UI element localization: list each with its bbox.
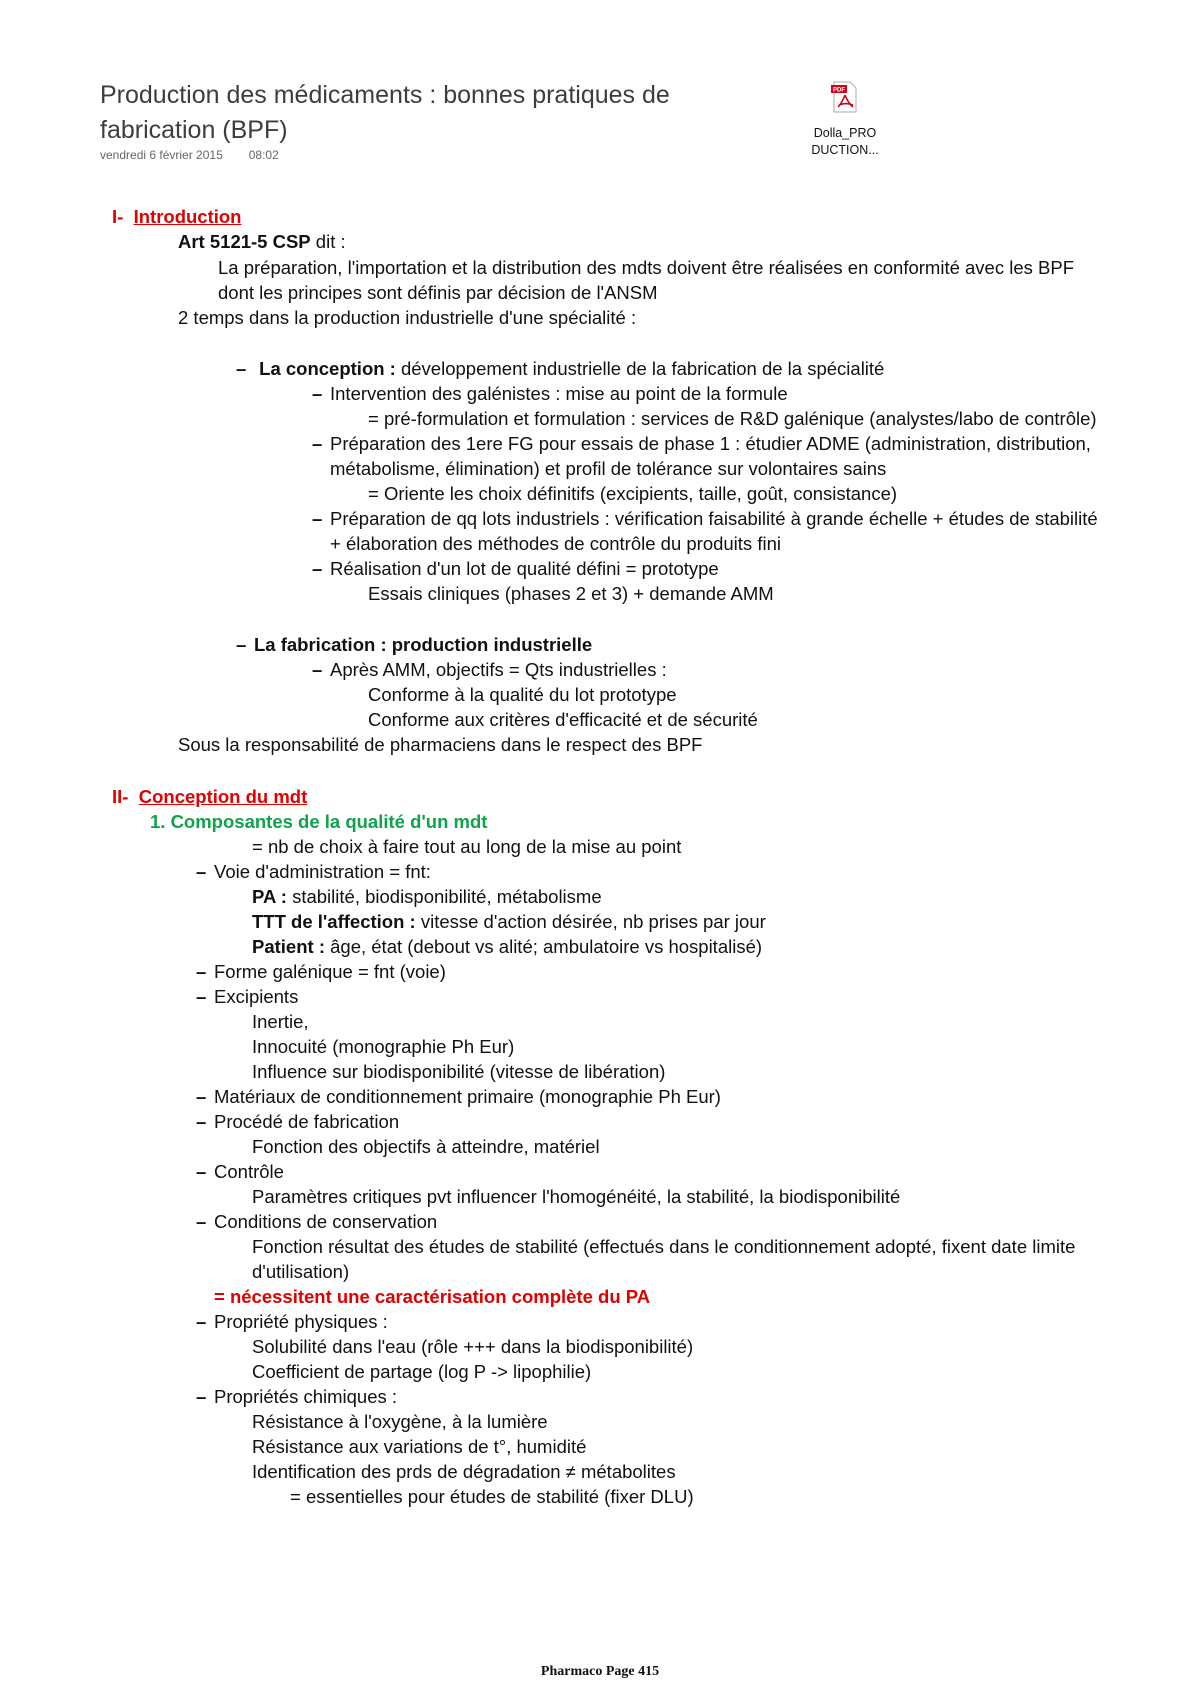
text-line: métabolisme, élimination) et profil de tolérance sur volontaires sains <box>330 458 887 479</box>
list-item <box>196 1084 721 1110</box>
section-number: II- <box>112 786 129 807</box>
text-line: Coefficient de partage (log P -> lipophilie) <box>252 1361 592 1382</box>
text-line <box>252 909 766 935</box>
text-line: Conforme aux critères d'efficacité et de sécurité <box>368 709 758 730</box>
list-item <box>196 984 298 1010</box>
text-line: Résistance aux variations de t°, humidité <box>252 1436 587 1457</box>
list-item <box>312 506 1098 532</box>
section-number: I- <box>112 206 124 227</box>
item-text: Voie d'administration = fnt: <box>214 861 431 882</box>
item-text: Matériaux de conditionnement primaire (monographie Ph Eur) <box>214 1086 721 1107</box>
highlight-line: = nécessitent une caractérisation complète du PA <box>214 1286 651 1307</box>
text-line: = essentielles pour études de stabilité (fixer DLU) <box>290 1486 694 1507</box>
list-item <box>196 859 431 885</box>
item-text: Forme galénique = fnt (voie) <box>214 961 446 982</box>
section-heading-introduction <box>112 204 242 230</box>
text-line: Inertie, <box>252 1011 309 1032</box>
text-line: Conforme à la qualité du lot prototype <box>368 684 677 705</box>
bold-label: Patient : <box>252 936 325 957</box>
item-text: Intervention des galénistes : mise au point de la formule <box>330 383 788 404</box>
text-line: La préparation, l'importation et la distribution des mdts doivent être réalisées en conformité avec les BPF <box>218 257 1074 278</box>
text-line: = pré-formulation et formulation : services de R&D galénique (analystes/labo de contrôle) <box>368 408 1097 429</box>
list-item <box>196 959 446 985</box>
text-line: Essais cliniques (phases 2 et 3) + demande AMM <box>368 583 774 604</box>
page-meta <box>100 148 279 162</box>
text-line <box>252 934 762 960</box>
item-text: Réalisation d'un lot de qualité défini = prototype <box>330 558 719 579</box>
item-text: Excipients <box>214 986 299 1007</box>
text-line: Fonction des objectifs à atteindre, matériel <box>252 1136 600 1157</box>
text-line: Solubilité dans l'eau (rôle +++ dans la biodisponibilité) <box>252 1336 694 1357</box>
page-date: vendredi 6 février 2015 <box>100 148 223 162</box>
pdf-icon-label: PDF <box>833 87 845 94</box>
text-line: = nb de choix à faire tout au long de la mise au point <box>252 836 682 857</box>
article-line <box>178 229 346 255</box>
text-line: d'utilisation) <box>252 1261 350 1282</box>
item-text: âge, état (debout vs alité; ambulatoire vs hospitalisé) <box>324 936 763 957</box>
item-text: vitesse d'action désirée, nb prises par jour <box>415 911 766 932</box>
page-footer: Pharmaco Page 415 <box>540 1664 660 1679</box>
list-item <box>312 381 788 407</box>
article-text: dit : <box>310 231 346 252</box>
text-line: Identification des prds de dégradation ≠ métabolites <box>252 1461 676 1482</box>
bold-label: La conception : <box>259 358 396 379</box>
item-text: La fabrication : production industrielle <box>254 634 593 655</box>
list-item-fabrication <box>236 632 592 658</box>
item-text: Préparation de qq lots industriels : vérification faisabilité à grande échelle + études de stabilité <box>330 508 1098 529</box>
item-text: développement industrielle de la fabrication de la spécialité <box>395 358 885 379</box>
text-line: Sous la responsabilité de pharmaciens dans le respect des BPF <box>178 734 703 755</box>
text-line: Fonction résultat des études de stabilité (effectués dans le conditionnement adopté, fixent date limite <box>252 1236 1076 1257</box>
section-title: Conception du mdt <box>138 786 308 807</box>
list-item <box>196 1109 399 1135</box>
text-line: 2 temps dans la production industrielle d'une spécialité : <box>178 307 637 328</box>
item-text: Après AMM, objectifs = Qts industrielles : <box>330 659 667 680</box>
section-title: Introduction <box>133 206 242 227</box>
item-text: Contrôle <box>214 1161 284 1182</box>
article-ref: Art 5121-5 CSP <box>178 231 311 252</box>
subsection-heading: 1. Composantes de la qualité d'un mdt <box>150 811 488 832</box>
text-line: = Oriente les choix définitifs (excipients, taille, goût, consistance) <box>368 483 898 504</box>
page-title: Production des médicaments : bonnes pratiques de fabrication (BPF) <box>100 81 670 144</box>
attachment-name-line2: DUCTION... <box>811 143 879 157</box>
pdf-icon <box>800 80 890 119</box>
text-line: + élaboration des méthodes de contrôle du produits fini <box>330 533 781 554</box>
text-line: Résistance à l'oxygène, à la lumière <box>252 1411 548 1432</box>
text-line: Influence sur biodisponibilité (vitesse de libération) <box>252 1061 666 1082</box>
item-text: stabilité, biodisponibilité, métabolisme <box>286 886 602 907</box>
list-item <box>312 657 667 683</box>
item-text: Propriété physiques : <box>214 1311 388 1332</box>
item-text: Conditions de conservation <box>214 1211 438 1232</box>
page-time: 08:02 <box>248 148 279 162</box>
attachment-name-line1: Dolla_PRO <box>813 126 877 140</box>
list-item <box>196 1384 397 1410</box>
section-heading-conception <box>112 784 307 810</box>
item-text: Propriétés chimiques : <box>214 1386 398 1407</box>
text-line: dont les principes sont définis par décision de l'ANSM <box>218 282 658 303</box>
list-item <box>312 431 1091 457</box>
attachment-name <box>800 125 890 159</box>
text-line: Paramètres critiques pvt influencer l'homogénéité, la stabilité, la biodisponibilité <box>252 1186 901 1207</box>
list-item <box>196 1209 437 1235</box>
bold-label: TTT de l'affection : <box>252 911 416 932</box>
item-text: Procédé de fabrication <box>214 1111 400 1132</box>
list-item <box>196 1309 388 1335</box>
item-text: Préparation des 1ere FG pour essais de phase 1 : étudier ADME (administration, distribution, <box>330 433 1091 454</box>
text-line <box>252 884 602 910</box>
list-item <box>196 1159 284 1185</box>
list-item-conception <box>236 356 884 382</box>
text-line: Innocuité (monographie Ph Eur) <box>252 1036 515 1057</box>
bold-label: PA : <box>252 886 287 907</box>
list-item <box>312 556 719 582</box>
pdf-attachment[interactable] <box>800 80 890 159</box>
